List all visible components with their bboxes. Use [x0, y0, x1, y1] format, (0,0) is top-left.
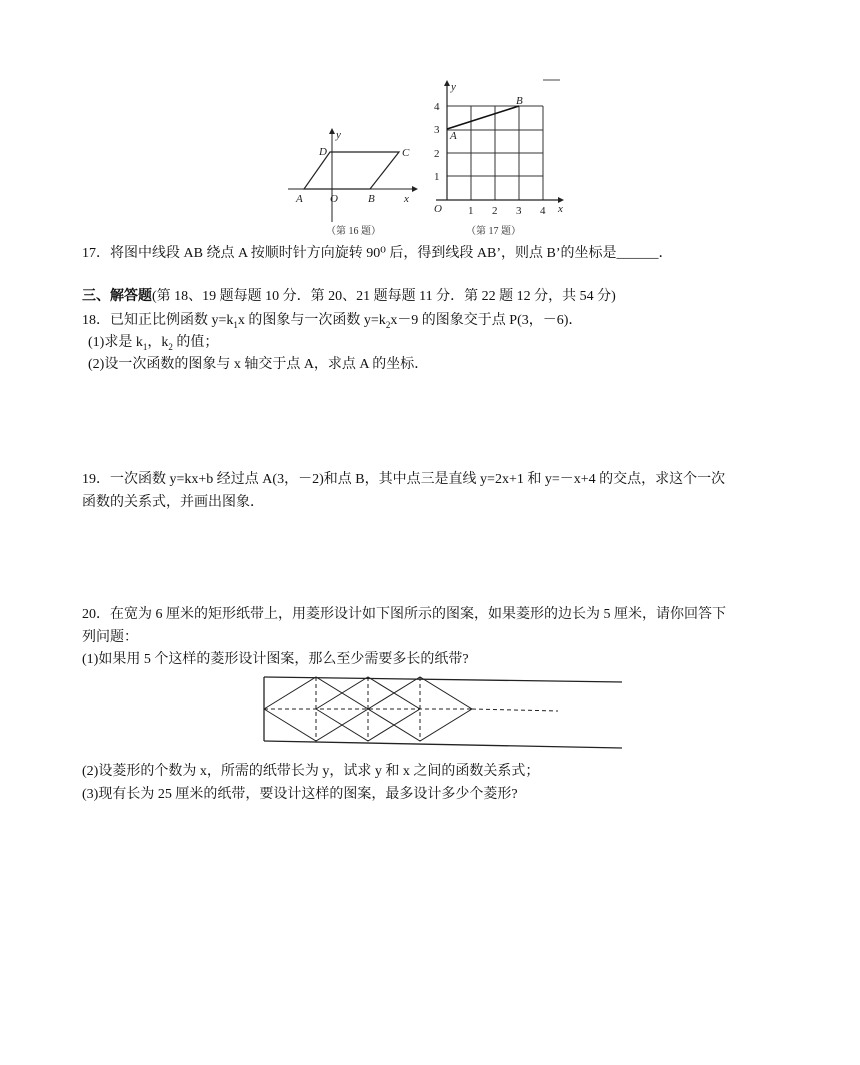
- section-3-title: 三、解答题: [82, 289, 152, 304]
- label-y: y: [336, 129, 341, 141]
- rhombus-strip-figure: [258, 674, 628, 754]
- label-b: B: [516, 95, 523, 107]
- label-x: x: [558, 203, 563, 215]
- q18-p1-sub-1: 1: [142, 341, 148, 352]
- label-o: O: [434, 203, 442, 215]
- y-axis-arrow: [444, 80, 450, 86]
- q18-text-a: 18．已知正比例函数 y=k: [82, 313, 234, 328]
- x-tick-2: 2: [492, 205, 498, 217]
- y-tick-4: 4: [434, 101, 440, 113]
- question-17: 17．将图中线段 AB 绕点 A 按顺时针方向旋转 90⁰ 后，得到线段 AB’，则点 B’的坐标是______．: [82, 246, 673, 261]
- question-20-line-1: 20．在宽为 6 厘米的矩形纸带上，用菱形设计如下图所示的图案，如果菱形的边长为 5 厘米，请你回答下: [82, 607, 726, 622]
- figure-17: [426, 78, 570, 238]
- label-b: B: [368, 193, 375, 205]
- y-tick-2: 2: [434, 148, 440, 160]
- q18-p1-text-a: (1)求是 k: [88, 335, 143, 350]
- q18-p1-text-b: ，k: [147, 335, 169, 350]
- figure-16: [282, 126, 422, 238]
- y-axis-arrow: [329, 128, 335, 134]
- question-18-stem: [82, 311, 782, 331]
- q18-text-c: x－9 的图象交于点 P(3，－6)．: [390, 313, 583, 328]
- q18-sub-2: 2: [385, 319, 391, 330]
- figure-16-caption: （第 16 题）: [326, 226, 381, 237]
- question-19-line-2: 函数的关系式，并画出图象．: [82, 495, 264, 510]
- question-20-part-3: (3)现有长为 25 厘米的纸带，要设计这样的图案，最多设计多少个菱形?: [82, 787, 518, 802]
- x-tick-1: 1: [468, 205, 474, 217]
- x-axis-arrow: [412, 186, 418, 192]
- q18-sub-1: 1: [233, 319, 238, 330]
- x-tick-3: 3: [516, 205, 522, 217]
- y-tick-3: 3: [434, 124, 440, 136]
- label-o: O: [330, 193, 338, 205]
- question-18-part-1: [88, 333, 788, 353]
- q18-p1-text-c: 的值；: [172, 335, 219, 350]
- x-tick-4: 4: [540, 205, 546, 217]
- label-d: D: [319, 146, 327, 158]
- strip-bottom-edge: [264, 741, 622, 748]
- q18-text-b: x 的图象与一次函数 y=k: [237, 313, 386, 328]
- label-y: y: [451, 81, 456, 93]
- dashed-guides: [264, 677, 558, 741]
- question-19-line-1: 19．一次函数 y=kx+b 经过点 A(3，－2)和点 B，其中点三是直线 y=2x+1 和 y=－x+4 的交点，求这个一次: [82, 472, 726, 487]
- y-tick-1: 1: [434, 171, 440, 183]
- label-c: C: [402, 147, 410, 159]
- question-18-part-2: (2)设一次函数的图象与 x 轴交于点 A，求点 A 的坐标．: [88, 357, 429, 372]
- question-20-line-2: 列问题：: [82, 630, 138, 645]
- label-a: A: [450, 130, 457, 142]
- section-3-heading: [82, 287, 782, 307]
- label-a: A: [296, 193, 303, 205]
- question-20-part-2: (2)设菱形的个数为 x，所需的纸带长为 y，试求 y 和 x 之间的函数关系式；: [82, 764, 540, 779]
- grid: [447, 106, 543, 200]
- q18-p1-sub-2: 2: [168, 341, 173, 352]
- question-20-part-1: (1)如果用 5 个这样的菱形设计图案，那么至少需要多长的纸带?: [82, 652, 469, 667]
- section-3-detail: (第 18、19 题每题 10 分．第 20、21 题每题 11 分．第 22 题 12 分，共 54 分): [152, 289, 616, 304]
- figure-17-caption: （第 17 题）: [466, 226, 521, 237]
- segment-ab: [447, 106, 519, 129]
- label-x: x: [404, 193, 409, 205]
